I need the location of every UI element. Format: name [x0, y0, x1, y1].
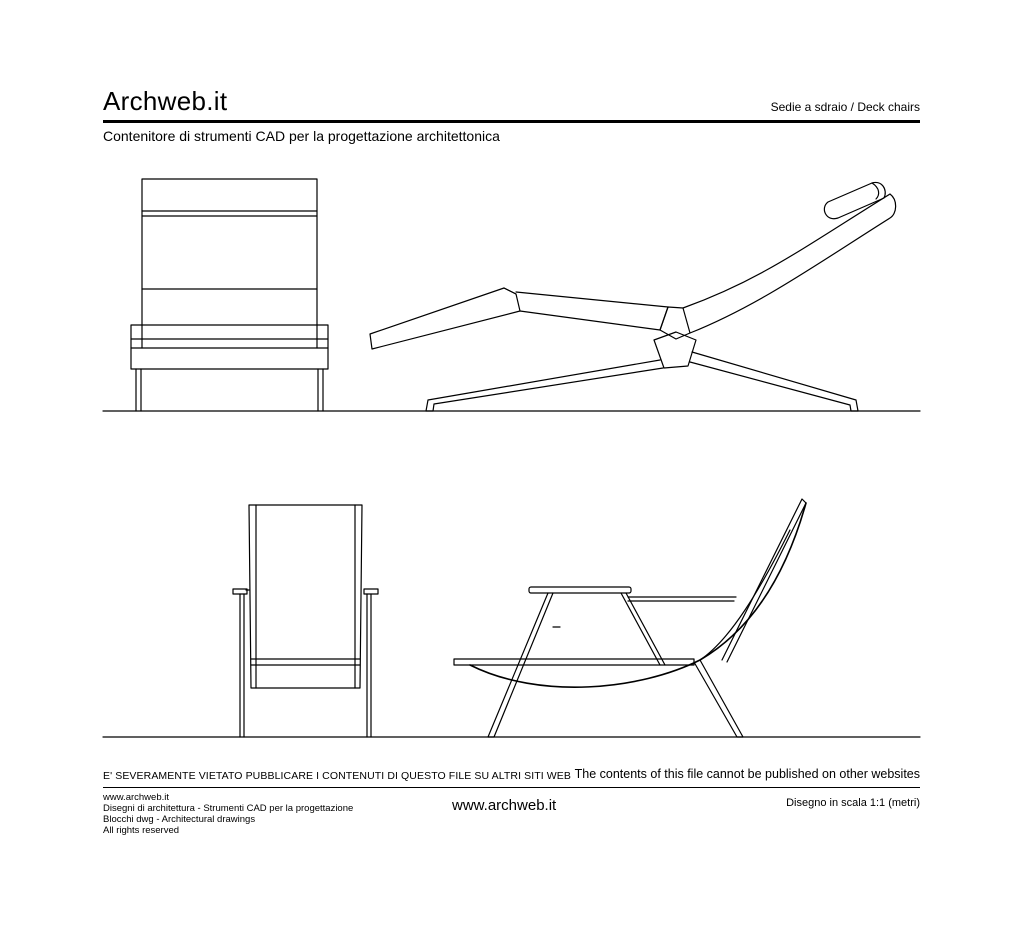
chair-1-front-view — [131, 179, 328, 411]
warning-italian: E' SEVERAMENTE VIETATO PUBBLICARE I CONTENUTI DI QUESTO FILE SU ALTRI SITI WEB — [103, 770, 571, 782]
subtitle: Contenitore di strumenti CAD per la progettazione architettonica — [103, 128, 500, 144]
credits-line: Blocchi dwg - Architectural drawings — [103, 814, 256, 825]
brand-title: Archweb.it — [103, 86, 228, 116]
drawing-scale: Disegno in scala 1:1 (metri) — [786, 797, 920, 809]
credits-block — [103, 792, 353, 836]
chair-3-front-view — [233, 505, 378, 737]
warning-english: The contents of this file cannot be published on other websites — [574, 767, 920, 781]
credits-line: All rights reserved — [103, 825, 180, 836]
credits-line[interactable]: www.archweb.it — [103, 792, 169, 803]
site-link[interactable]: www.archweb.it — [452, 797, 557, 814]
chair-4-side-view — [454, 499, 806, 737]
footer-rule — [103, 787, 920, 788]
chair-2-side-view — [370, 182, 896, 411]
credits-line: Disegni di architettura - Strumenti CAD per la progettazione — [103, 803, 354, 814]
drawing-category: Sedie a sdraio / Deck chairs — [770, 100, 920, 114]
